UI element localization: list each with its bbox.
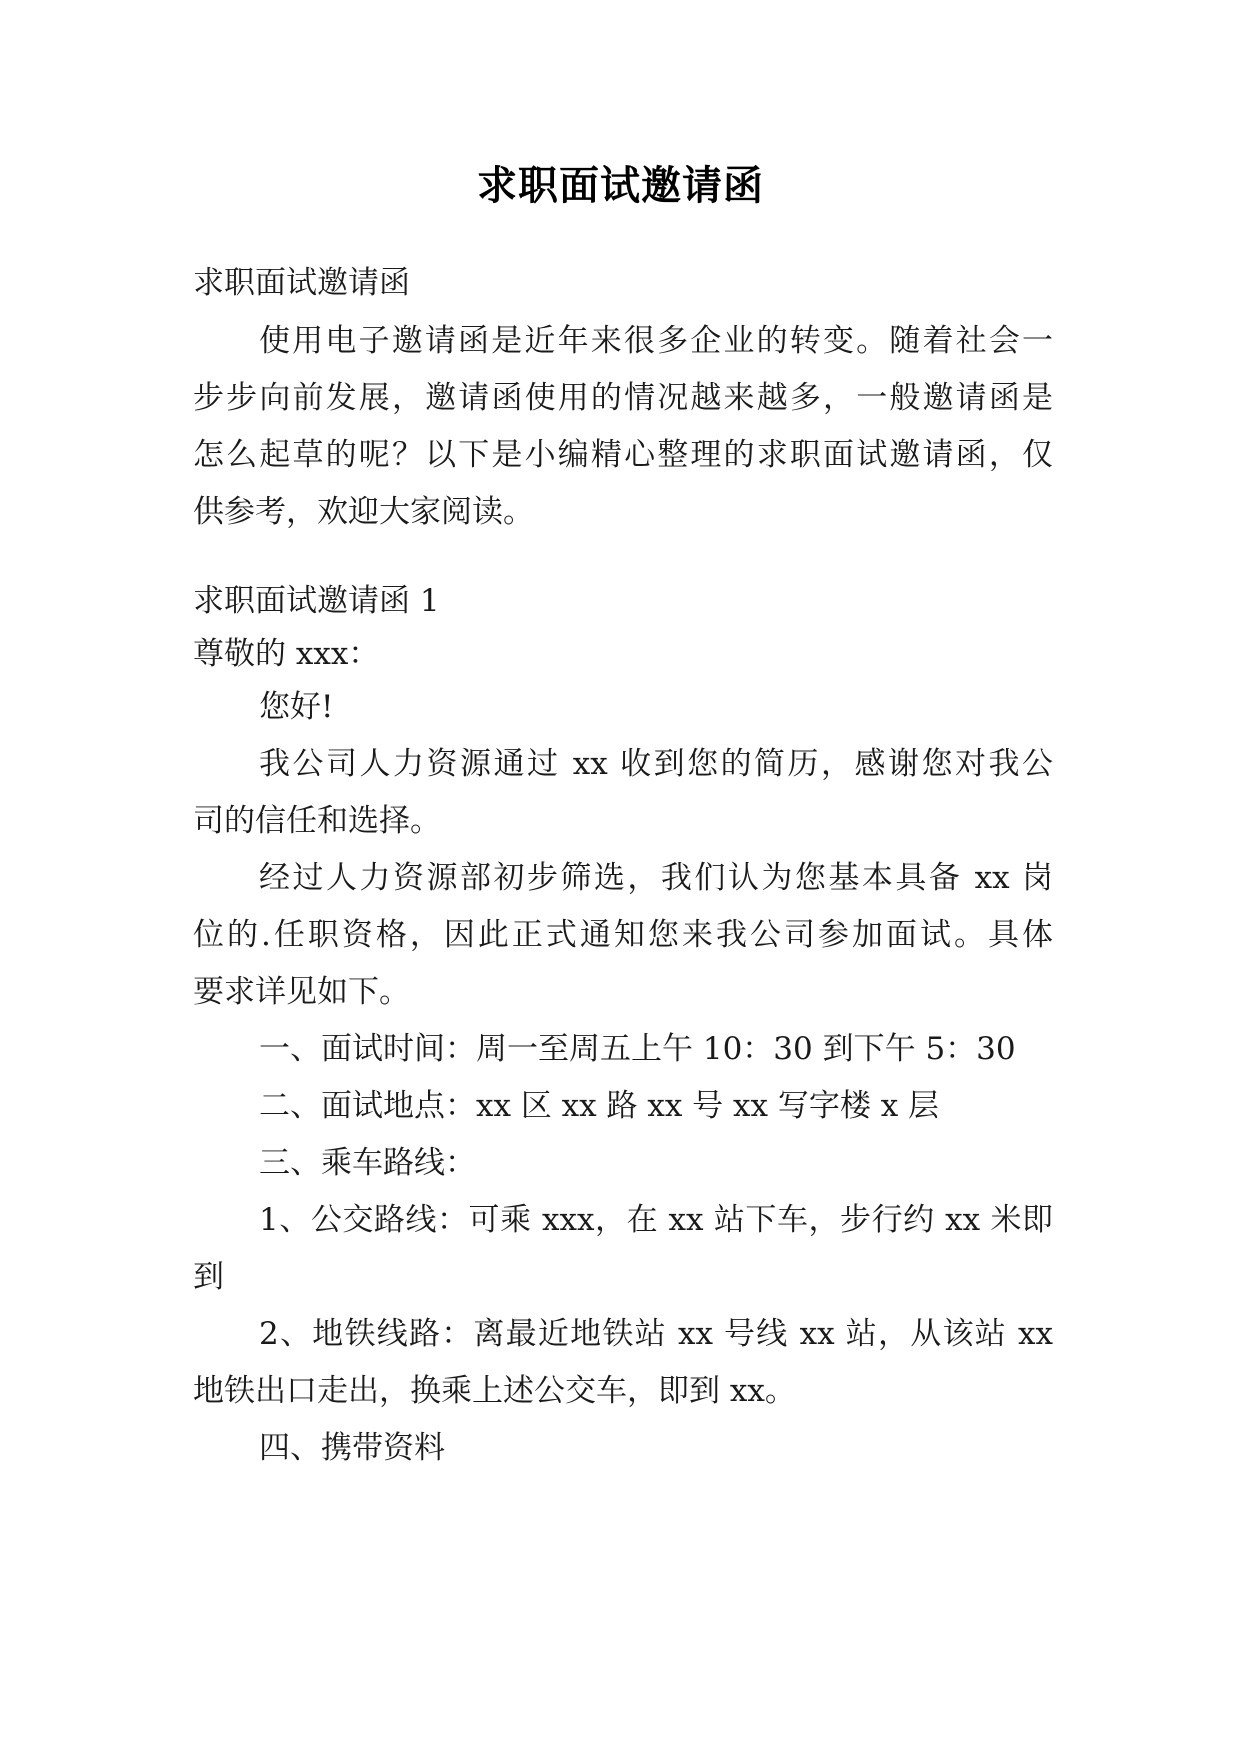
intro-line-3: 怎么起草的呢？以下是小编精心整理的求职面试邀请函，仅 — [193, 437, 1053, 473]
paragraph-2-line-2: 位的.任职资格，因此正式通知您来我公司参加面试。具体 — [193, 917, 1053, 953]
metro-route-line-2: 地铁出口走出，换乘上述公交车，即到 xx。 — [193, 1373, 796, 1409]
metro-route-line-1: 2、地铁线路：离最近地铁站 xx 号线 xx 站，从该站 xx — [259, 1316, 1053, 1352]
document-title: 求职面试邀请函 — [477, 162, 764, 209]
bus-route-line-1: 1、公交路线：可乘 xxx，在 xx 站下车，步行约 xx 米即 — [259, 1202, 1053, 1238]
route-heading: 三、乘车路线： — [259, 1145, 476, 1181]
document-subtitle: 求职面试邀请函 — [193, 265, 410, 301]
bus-route-line-2: 到 — [193, 1259, 224, 1295]
paragraph-2-line-1: 经过人力资源部初步筛选，我们认为您基本具备 xx 岗 — [259, 860, 1053, 896]
interview-place: 二、面试地点：xx 区 xx 路 xx 号 xx 写字楼 x 层 — [259, 1088, 940, 1124]
paragraph-2-line-3: 要求详见如下。 — [193, 974, 410, 1010]
section-heading: 求职面试邀请函 1 — [193, 583, 440, 619]
paragraph-1-line-1: 我公司人力资源通过 xx 收到您的简历，感谢您对我公 — [259, 746, 1053, 782]
intro-line-1: 使用电子邀请函是近年来很多企业的转变。随着社会一 — [259, 323, 1053, 359]
interview-time: 一、面试时间：周一至周五上午 10：30 到下午 5：30 — [259, 1031, 1016, 1067]
greeting: 您好! — [259, 689, 334, 725]
intro-line-2: 步步向前发展，邀请函使用的情况越来越多，一般邀请函是 — [193, 380, 1053, 416]
intro-line-4: 供参考，欢迎大家阅读。 — [193, 494, 534, 530]
paragraph-1-line-2: 司的信任和选择。 — [193, 803, 441, 839]
salutation: 尊敬的 xxx： — [193, 636, 380, 672]
materials-heading: 四、携带资料 — [259, 1430, 445, 1466]
